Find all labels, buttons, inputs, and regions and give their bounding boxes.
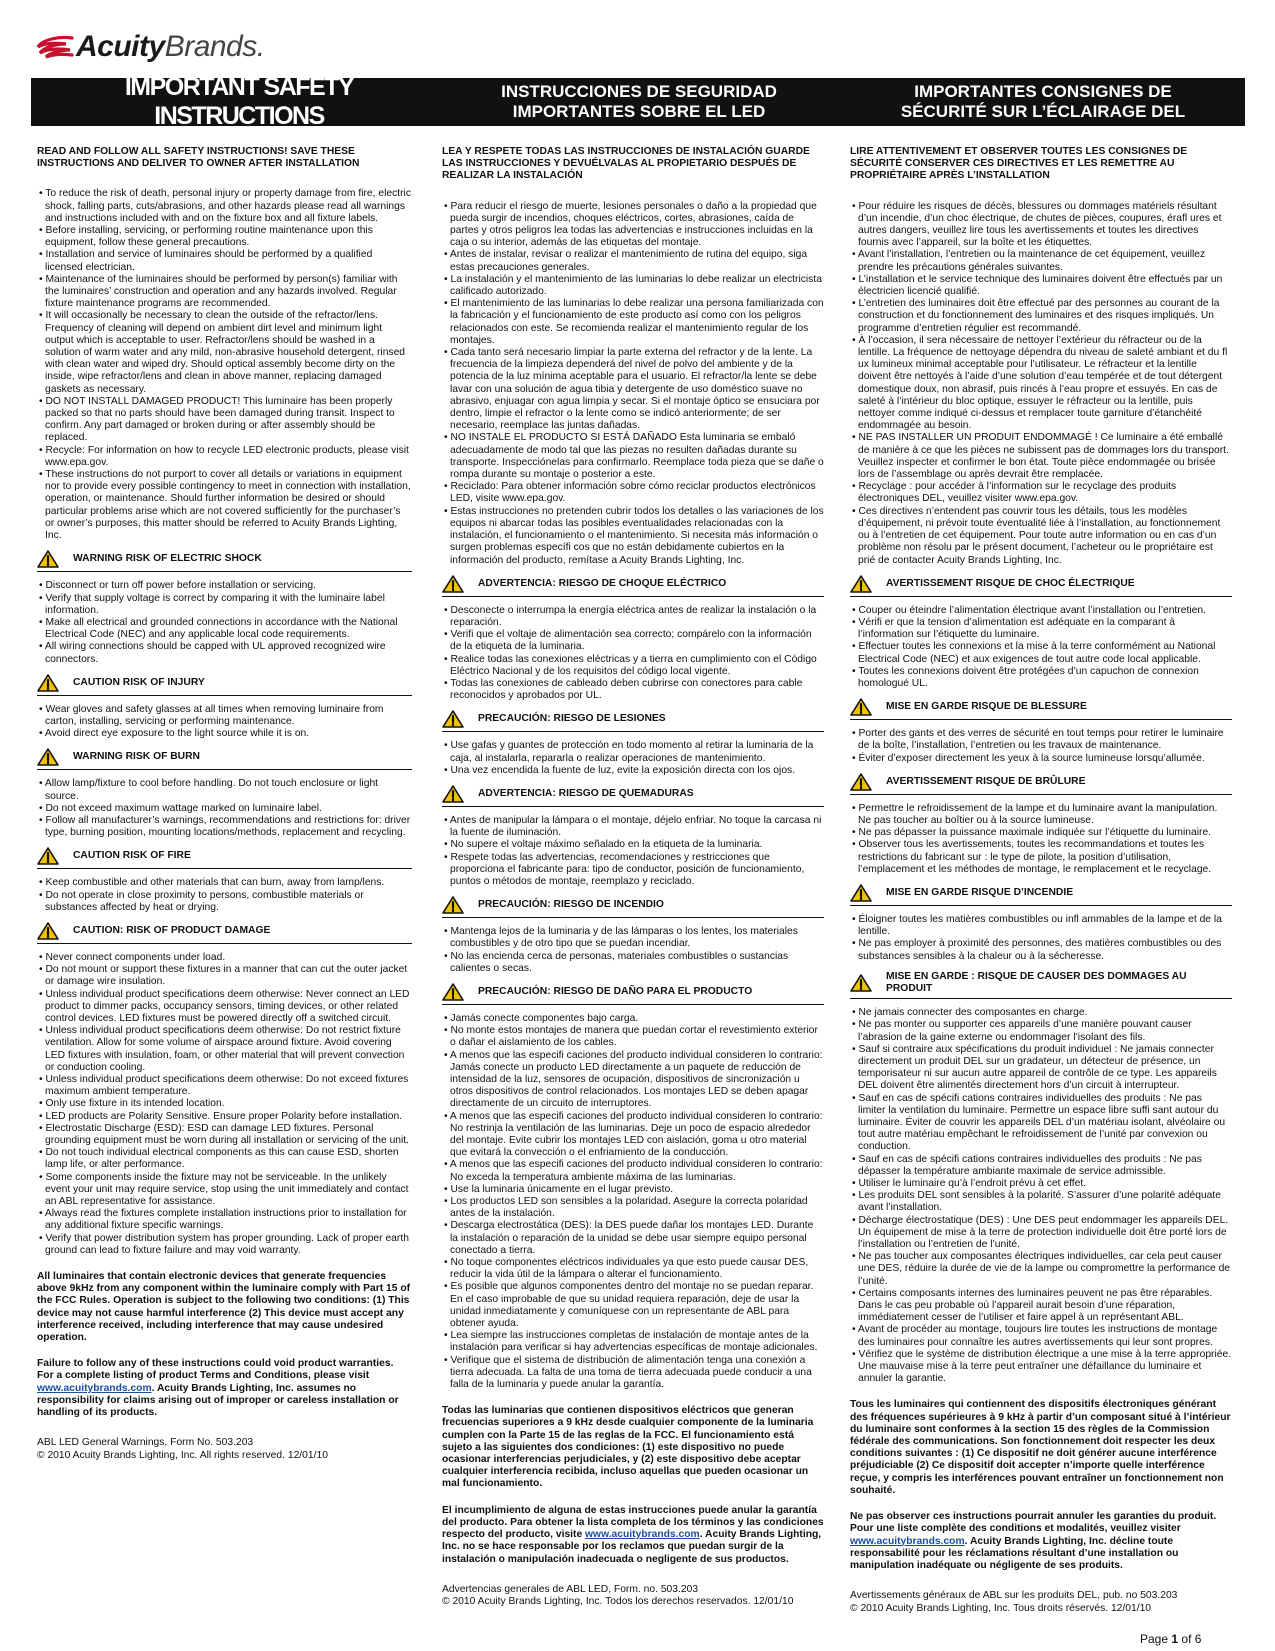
title-french: IMPORTANTES CONSIGNES DE SÉCURITÉ SUR L’ÉCLAIRAGE DEL <box>900 82 1186 121</box>
bullet-list <box>850 803 1232 876</box>
warranty-text: . Acuity Brands Lighting, Inc. assumes no responsibility for claims arising out of improper or careless installation or handling of its products. <box>37 1382 399 1419</box>
bullet-list <box>37 188 412 542</box>
bullet-item: • Verifique que el sistema de distribución de alimentación tenga una conexión a tierra adecuada. La falta de una toma de tierra adecuada puede conducir a una falla de la luminaria y puede anular la garantía. <box>442 1355 824 1392</box>
fcc-statement: Todas las luminarias que contienen dispositivos eléctricos que generan frecuencias superiores a 9 kHz desde cualquier componente de la luminaria cumplen con la Parte 15 de las reglas de la FCC. El funcionamiento está sujeto a las siguientes dos condiciones: (1) este dispositivo no puede ocasionar interferencias perjudiciales, y (2) este dispositivo debe aceptar cualquier interferencia recibida, incluso aquellas que pueden ocasionar un mal funcionamiento. <box>442 1405 814 1490</box>
bullet-list <box>850 201 1232 567</box>
warranty-text: . Acuity Brands Lighting, Inc. no se hace responsable por los reclamos que puedan surgir de la instalación o manipulación inadecuada o negligente de sus productos. <box>442 1529 822 1565</box>
warning-triangle-icon <box>850 575 872 593</box>
warning-label: MISE EN GARDE RISQUE D’INCENDIE <box>886 886 1074 898</box>
bullet-list <box>37 704 412 741</box>
bullet-item: • Do not exceed maximum wattage marked on luminaire label. <box>37 803 412 815</box>
bullet-list <box>37 952 412 1257</box>
bullet-item: • Sauf en cas de spécifi cations contraires individuelles des produits : Ne pas limiter la ventilation du luminaire. Permettre un espace libre suffi sant autour du luminaire. Éviter de couvrir les appareils DEL d’un matériau isolant, alvéolaire ou tout autre matériau empêchant le refroidissement de l’unité par convexion ou conduction. <box>850 1093 1232 1154</box>
warning-triangle-icon <box>37 550 59 568</box>
column-spanish <box>442 146 824 1609</box>
bullet-item: • NO INSTALE EL PRODUCTO SI ESTÁ DAÑADO Esta luminaria se embaló adecuadamente de modo tal que las piezas no resulten dañadas durante su transporte. Inspecciónelas para confirmarlo. Reemplace toda pieza que se dañe o rompa durante su montaje o posterior a este. <box>442 432 824 481</box>
warning-heading <box>442 710 824 732</box>
bullet-item: • L’entretien des luminaires doit être effectué par des personnes au courant de la construction et du fonctionnement des luminaires et des risques impliqués. Un programme d’entretien régulier est recommandé. <box>850 298 1232 335</box>
warning-heading <box>37 922 412 944</box>
bullet-item: • No toque componentes eléctricos individuales ya que esto puede causar DES, reducir la vida útil de la lámpara o alterar el funcionamiento. <box>442 1257 824 1281</box>
warning-heading <box>442 896 824 918</box>
warranty-statement <box>37 1358 412 1419</box>
fcc-statement: All luminaires that contain electronic devices that generate frequencies above 9kHz from any component within the luminaire comply with Part 15 of the FCC Rules. Operation is subject to the following two conditions: (1) This device may not cause harmful interference (2) This device must accept any interference received, including interference that may cause undesired operation. <box>37 1271 411 1344</box>
warning-heading <box>37 748 412 770</box>
bullet-item: • Antes de manipular la lámpara o el montaje, déjelo enfriar. No toque la carcasa ni la fuente de iluminación. <box>442 815 824 839</box>
bullet-item: • Always read the fixtures complete installation instructions prior to installation for any additional fixture specific warnings. <box>37 1208 412 1232</box>
bullet-item: • Verify that power distribution system has proper grounding. Lack of proper earth ground can lead to fixture failure and may void warranty. <box>37 1233 412 1257</box>
bullet-item: • Mantenga lejos de la luminaria y de las lámparas o los lentes, los materiales combustibles y de otro tipo que se puedan incendiar. <box>442 926 824 950</box>
bullet-list <box>850 605 1232 690</box>
bullet-item: • A menos que las especifi caciones del producto individual consideren lo contrario: No restrinja la ventilación de las luminarias. Deje un poco de espacio alrededor del montaje. Evite cubrir los montajes LED con aislación, goma u otro material que evitará la convección o el enfriamiento de la conducción. <box>442 1111 824 1160</box>
bullet-item: • Observer tous les avertissements, toutes les recommandations et toutes les restrictions du fabricant sur : le type de pilote, la position d’utilisation, l’emplacement et les méthodes de montage, le remplacement et le recyclage. <box>850 839 1232 876</box>
warning-heading <box>850 698 1232 720</box>
warning-label: CAUTION RISK OF FIRE <box>73 850 191 862</box>
warning-triangle-icon <box>37 674 59 692</box>
bullet-item: • Never connect components under load. <box>37 952 412 964</box>
warning-triangle-icon <box>442 785 464 803</box>
bullet-item: • El mantenimiento de las luminarias lo debe realizar una persona familiarizada con la fabricación y el funcionamiento de este producto así como con los peligros relacionados con este. Se recomienda realizar el mantenimiento regular de los montajes. <box>442 298 824 347</box>
bullet-item: • Allow lamp/fixture to cool before handling. Do not touch enclosure or light source. <box>37 778 412 802</box>
bullet-item: • Para reducir el riesgo de muerte, lesiones personales o daño a la propiedad que pueda surgir de incendios, choques eléctricos, cortes, abrasiones, caída de partes y otros peligros lea todas las advertencias e instrucciones incluidas en la caja o su interior, además de las etiquetas del montaje. <box>442 201 824 250</box>
bullet-item: • A menos que las especifi caciones del producto individual consideren lo contrario: Jamás conecte un producto LED directamente a un paquete de reducción de intensidad de la luz, sensores de ocupación, dispositivos de sincronización u otros dispositivos de control relacionados. Los montajes LED se deben apagar directamente de un circuito de interruptores. <box>442 1050 824 1111</box>
footer-copyright: © 2010 Acuity Brands Lighting, Inc. Tous droits réservés. 12/01/10 <box>850 1602 1152 1614</box>
intro-heading: LIRE ATTENTIVEMENT ET OBSERVER TOUTES LES CONSIGNES DE SÉCURITÉ CONSERVER CES DIRECTIVES ET LES REMETTRE AU PROPRIÉTAIRE APRÈS L’INSTALLATION <box>850 146 1188 182</box>
bullet-item: • Make all electrical and grounded connections in accordance with the National Electrical Code (NEC) and any applicable local code requirements. <box>37 617 412 641</box>
warning-label: CAUTION: RISK OF PRODUCT DAMAGE <box>73 924 271 936</box>
bullet-item: • Respete todas las advertencias, recomendaciones y restricciones que proporciona el fabricante para: tipo de conductor, posición de funcionamiento, puntos o métodos de montaje, reemplazo y reciclado. <box>442 852 824 889</box>
warning-label: ADVERTENCIA: RIESGO DE QUEMADURAS <box>478 787 694 799</box>
bullet-item: • Los productos LED son sensibles a la polaridad. Asegure la correcta polaridad antes de la instalación. <box>442 1196 824 1220</box>
warning-label: PRECAUCIÓN: RIESGO DE LESIONES <box>478 713 666 725</box>
bullet-item: • Ne pas dépasser la puissance maximale indiquée sur l’étiquette du luminaire. <box>850 827 1232 839</box>
acuity-brands-logo <box>36 30 265 64</box>
title-spanish: INSTRUCCIONES DE SEGURIDAD IMPORTANTES SOBRE EL LED <box>501 82 777 121</box>
warning-triangle-icon <box>37 922 59 940</box>
bullet-item: • Do not touch individual electrical components as this can cause ESD, shorten lamp life, or alter performance. <box>37 1147 412 1171</box>
bullet-item: • Antes de instalar, revisar o realizar el mantenimiento de rutina del equipo, siga estas precauciones generales. <box>442 249 824 273</box>
footer-form: ABL LED General Warnings, Form No. 503.203 <box>37 1437 254 1449</box>
warning-heading <box>850 884 1232 906</box>
bullet-item: • Before installing, servicing, or performing routine maintenance upon this equipment, follow these general precautions. <box>37 225 412 249</box>
page-number: Page 1 of 6 <box>1140 1632 1202 1646</box>
warning-triangle-icon <box>850 884 872 902</box>
footer-copyright: © 2010 Acuity Brands Lighting, Inc. All rights reserved. 12/01/10 <box>37 1449 328 1461</box>
bullet-item: • Certains composants internes des luminaires peuvent ne pas être réparables. Dans le cas peu probable où l’appareil aurait besoin d’une réparation, immédiatement cesser de l’utiliser et faire appel à un représentant ABL. <box>850 1288 1232 1325</box>
bullet-item: • Décharge électrostatique (DES) : Une DES peut endommager les appareils DEL. Un équipement de mise à la terre de protection individuelle doit être porté lors de l’installation ou l’entretien de l’unité. <box>850 1215 1232 1252</box>
acuity-website-link[interactable]: www.acuitybrands.com <box>850 1535 965 1547</box>
bullet-item: • Verifi que el voltaje de alimentación sea correcto; compárelo con la información de la etiqueta de la luminaria. <box>442 629 824 653</box>
warning-heading <box>442 983 824 1005</box>
bullet-list <box>37 580 412 665</box>
bullet-item: • Pour réduire les risques de décès, blessures ou dommages matériels résultant d’un incendie, d’un choc électrique, de chutes de pièces, coupures, érafl ures et autres dangers, veuillez lire tous les avertissements et toutes les directives fournis avec l’appareil, sur la boîte et les étiquettes. <box>850 201 1232 250</box>
warranty-text: El incumplimiento de alguna de estas instrucciones puede anular la garantía del producto. Para obtener la lista completa de los términos y las condiciones respecto del producto, visite <box>442 1504 824 1541</box>
bullet-item: • Éviter d’exposer directement les yeux à la source lumineuse lorsqu’allumée. <box>850 753 1232 765</box>
bullet-item: • Ne jamais connecter des composantes en charge. <box>850 1007 1232 1019</box>
warning-triangle-icon <box>442 710 464 728</box>
bullet-item: • DO NOT INSTALL DAMAGED PRODUCT! This luminaire has been properly packed so that no parts should have been damaged during transit. Inspect to confirm. Any part damaged or broken during or after assembly should be replaced. <box>37 396 412 445</box>
bullet-item: • Avant de procéder au montage, toujours lire toutes les instructions de montage des luminaires pour connaître les autres avertissements qui leur sont propres. <box>850 1324 1232 1348</box>
intro-heading: READ AND FOLLOW ALL SAFETY INSTRUCTIONS! SAVE THESE INSTRUCTIONS AND DELIVER TO OWNER AFTER INSTALLATION <box>37 146 360 170</box>
warning-triangle-icon <box>850 974 872 992</box>
warning-triangle-icon <box>37 748 59 766</box>
bullet-list <box>442 926 824 975</box>
bullet-item: • Ne pas employer à proximité des personnes, des matières combustibles ou des substances sensibles à la chaleur ou à la sécheresse. <box>850 938 1232 962</box>
warning-label: WARNING RISK OF ELECTRIC SHOCK <box>73 553 262 565</box>
bullet-item: • Porter des gants et des verres de sécurité en tout temps pour retirer le luminaire de la boîte, l’installation, l’entretien ou les travaux de maintenance. <box>850 728 1232 752</box>
bullet-item: • Desconecte o interrumpa la energía eléctrica antes de realizar la instalación o la reparación. <box>442 605 824 629</box>
bullet-item: • No supere el voltaje máximo señalado en la etiqueta de la luminaria. <box>442 839 824 851</box>
warning-label: WARNING RISK OF BURN <box>73 751 200 763</box>
bullet-item: • Wear gloves and safety glasses at all times when removing luminaire from carton, installing, servicing or performing maintenance. <box>37 704 412 728</box>
warning-triangle-icon <box>850 698 872 716</box>
bullet-item: • Use gafas y guantes de protección en todo momento al retirar la luminaria de la caja, al instalarla, repararla o realizar operaciones de mantenimiento. <box>442 740 824 764</box>
bullet-item: • Realice todas las conexiones eléctricas y a tierra en cumplimiento con el Código Eléctrico Nacional y de los requisitos del código local vigente. <box>442 654 824 678</box>
warning-triangle-icon <box>442 575 464 593</box>
bullet-item: • Recyclage : pour accéder à l’information sur le recyclage des produits électroniques DEL, veuillez visiter www.epa.gov. <box>850 481 1232 505</box>
bullet-item: • No las encienda cerca de personas, materiales combustibles o sustancias calientes o secas. <box>442 951 824 975</box>
bullet-item: • To reduce the risk of death, personal injury or property damage from fire, electric shock, falling parts, cuts/abrasions, and other hazards please read all warnings and instructions included with and on the fixture box and all fixture labels. <box>37 188 412 225</box>
bullet-item: • Installation and service of luminaires should be performed by a qualified licensed electrician. <box>37 249 412 273</box>
warning-label: AVERTISSEMENT RISQUE DE BRÛLURE <box>886 775 1086 787</box>
warning-label: AVERTISSEMENT RISQUE DE CHOC ÉLECTRIQUE <box>886 577 1135 589</box>
bullet-item: • Vérifi er que la tension d’alimentation est adéquate en la comparant à l’information sur l’étiquette du luminaire. <box>850 617 1232 641</box>
bullet-item: • Cada tanto será necesario limpiar la parte externa del refractor y de la lente. La frecuencia de la limpieza dependerá del nivel de polvo del ambiente y de la potencia de la luz mínima aceptable para el usuario. El refractor/la lente se debe lavar con una solución de agua tibia y detergente de uso doméstico suave no abrasivo, enjuagar con agua limpia y secar. Si el montaje óptico se ensuciara por dentro, limpie el refractor o la lente como se indicó anteriormente; de ser necesario, reemplace las juntas dañadas. <box>442 347 824 432</box>
bullet-item: • Unless individual product specifications deem otherwise: Do not restrict fixture ventilation. Allow for some volume of airspace around fixture. Avoid covering LED fixtures with insulation, foam, or other material that will prevent convection or conduction cooling. <box>37 1025 412 1074</box>
footer-form: Avertissements généraux de ABL sur les produits DEL, pub. no 503.203 <box>850 1590 1178 1602</box>
bullet-item: • Couper ou éteindre l’alimentation électrique avant l’installation ou l’entretien. <box>850 605 1232 617</box>
bullet-list <box>442 201 824 567</box>
intro-heading: LEA Y RESPETE TODAS LAS INSTRUCCIONES DE INSTALACIÓN GUARDE LAS INSTRUCCIONES Y DEVUÉLVALAS AL PROPIETARIO DESPUÉS DE REALIZAR LA INSTALACIÓN <box>442 146 810 182</box>
bullet-item: • Disconnect or turn off power before installation or servicing. <box>37 580 412 592</box>
bullet-list <box>442 815 824 888</box>
warning-heading <box>37 550 412 572</box>
title-english: IMPORTANT SAFETY INSTRUCTIONS <box>124 73 354 130</box>
warning-label: CAUTION RISK OF INJURY <box>73 676 205 688</box>
bullet-item: • Maintenance of the luminaires should be performed by person(s) familiar with the luminaires’ construction and operation and any hazards involved. Regular fixture maintenance programs are recommended. <box>37 274 412 311</box>
warning-label: PRECAUCIÓN: RIESGO DE INCENDIO <box>478 899 664 911</box>
bullet-item: • Utiliser le luminaire qu’à l’endroit prévu à cet effet. <box>850 1178 1232 1190</box>
footer-info <box>442 1584 824 1609</box>
bullet-item: • Avant l’installation, l’entretien ou la maintenance de cet équipement, veuillez prendre les précautions générales suivantes. <box>850 249 1232 273</box>
bullet-item: • No monte estos montajes de manera que puedan cortar el revestimiento exterior o dañar el aislamiento de los cables. <box>442 1025 824 1049</box>
footer-info <box>850 1590 1232 1615</box>
bullet-item: • Éloigner toutes les matières combustibles ou infl ammables de la lampe et de la lentille. <box>850 914 1232 938</box>
bullet-item: • Todas las conexiones de cableado deben cubrirse con conectores para cable reconocidos y aprobados por UL. <box>442 678 824 702</box>
bullet-item: • Permettre le refroidissement de la lampe et du luminaire avant la manipulation. Ne pas toucher au boîtier ou à la source lumineuse. <box>850 803 1232 827</box>
bullet-item: • All wiring connections should be capped with UL approved recognized wire connectors. <box>37 641 412 665</box>
bullet-item: • Jamás conecte componentes bajo carga. <box>442 1013 824 1025</box>
column-french <box>850 146 1232 1615</box>
acuity-website-link[interactable]: www.acuitybrands.com <box>37 1382 152 1394</box>
warning-heading <box>37 674 412 696</box>
warning-label: MISE EN GARDE RISQUE DE BLESSURE <box>886 701 1087 713</box>
warning-triangle-icon <box>37 847 59 865</box>
logo-wordmark: AcuityBrands. <box>76 30 265 63</box>
bullet-item: • La instalación y el mantenimiento de las luminarias lo debe realizar un electricista calificado autorizado. <box>442 274 824 298</box>
warranty-text: Ne pas observer ces instructions pourrait annuler les garanties du produit. Pour une liste complète des conditions et modalités, veuillez visiter <box>850 1511 1217 1535</box>
bullet-item: • Unless individual product specifications deem otherwise: Do not exceed fixtures maximum ambient temperature. <box>37 1074 412 1098</box>
warning-label: ADVERTENCIA: RIESGO DE CHOQUE ELÉCTRICO <box>478 577 727 589</box>
warranty-text: . Acuity Brands Lighting, Inc. décline toute responsabilité pour les réclamations résultant d’une installation ou manipulation inadéquate ou négligente de ses produits. <box>850 1535 1179 1571</box>
warning-heading <box>850 773 1232 795</box>
bullet-item: • Ne pas monter ou supporter ces appareils d’une manière pouvant causer l’abrasion de la gaine externe ou endommager l’isolant des fils. <box>850 1019 1232 1043</box>
warranty-statement <box>850 1511 1232 1572</box>
warning-label: PRECAUCIÓN: RIESGO DE DAÑO PARA EL PRODUCTO <box>478 985 753 997</box>
bullet-item: • Les produits DEL sont sensibles à la polarité. S’assurer d’une polarité adéquate avant l’installation. <box>850 1190 1232 1214</box>
bullet-item: • Estas instrucciones no pretenden cubrir todos los detalles o las variaciones de los equipos ni abarcar todas las posibles eventualidades relacionadas con la instalación, el funcionamiento o el mantenimiento. Si necesita más información o surgen problemas específi cos que no están debidamente cubiertos en la información del producto, remítase a Acuity Brands Lighting, Inc. <box>442 506 824 567</box>
warning-heading <box>442 785 824 807</box>
warranty-text: Failure to follow any of these instructions could void product warranties. For a complete listing of product Terms and Conditions, please visit <box>37 1358 394 1382</box>
bullet-item: • L’installation et le service technique des luminaires doivent être effectués par un électricien licencié qualifié. <box>850 274 1232 298</box>
bullet-list <box>37 778 412 839</box>
swoosh-logo-icon <box>36 35 74 59</box>
bullet-item: • Una vez encendida la fuente de luz, evite la exposición directa con los ojos. <box>442 765 824 777</box>
bullet-item: • LED products are Polarity Sensitive. Ensure proper Polarity before installation. <box>37 1111 412 1123</box>
bullet-item: • Es posible que algunos componentes dentro del montaje no se puedan reparar. En el caso improbable de que su unidad requiera reparación, deje de usar la unidad inmediatamente y comuníquese con un representante de ABL para obtener ayuda. <box>442 1281 824 1330</box>
bullet-item: • Effectuer toutes les connexions et la mise à la terre conformément au National Electrical Code (NEC) et aux exigences de tout autre code local applicable. <box>850 641 1232 665</box>
warranty-statement <box>442 1505 824 1566</box>
bullet-item: • Use la luminaria únicamente en el lugar previsto. <box>442 1184 824 1196</box>
bullet-list <box>850 914 1232 963</box>
bullet-item: • À l’occasion, il sera nécessaire de nettoyer l’extérieur du réfracteur ou de la lentille. La fréquence de nettoyage dépendra du niveau de saleté ambiant et du fl ux lumineux minimal acceptable pour l’utilisateur. Le réfracteur et la lentille doivent être nettoyés à l’aide d’une solution d’eau tempérée et de tout détergent domestique doux, non abrasif, puis rincés à l’eau propre et essuyés. En cas de saleté à l’intérieur du bloc optique, essuyer le réfracteur ou la lentille, puis nettoyer comme indiqué ci-dessus et remplacer toute garniture d’étanchéité endommagée au besoin. <box>850 335 1232 433</box>
bullet-item: • NE PAS INSTALLER UN PRODUIT ENDOMMAGÉ ! Ce luminaire a été emballé de manière à ce que les pièces ne subissent pas de dommages lors du transport. Veuillez inspecter et confirmer le bon état. Toute pièce endommagée ou brisée lors de l’assemblage ou après devrait être remplacée. <box>850 432 1232 481</box>
bullet-item: • These instructions do not purport to cover all details or variations in equipment nor to provide every possible contingency to meet in connection with installation, operation, or maintenance. Should further information be desired or should particular problems arise which are not covered sufficiently for the purchaser’s or owner’s purposes, this matter should be referred to Acuity Brands Lighting, Inc. <box>37 469 412 542</box>
bullet-list <box>442 605 824 703</box>
bullet-item: • Electrostatic Discharge (ESD): ESD can damage LED fixtures. Personal grounding equipment must be worn during all installation or servicing of the unit. <box>37 1123 412 1147</box>
bullet-item: • Unless individual product specifications deem otherwise: Never connect an LED product to dimmer packs, occupancy sensors, timing devices, or other related control devices. LED fixtures must be powered directly off a switched circuit. <box>37 989 412 1026</box>
bullet-item: • Sauf si contraire aux spécifications du produit individuel : Ne jamais connecter directement un produit DEL sur un gradateur, un détecteur de présence, un temporisateur ni sur aucun autre appareil de contrôle de ce type. Les appareils DEL doivent être alimentés directement hors d’un circuit à interrupteur. <box>850 1044 1232 1093</box>
bullet-item: • Some components inside the fixture may not be serviceable. In the unlikely event your unit may require service, stop using the unit immediately and contact an ABL representative for assistance. <box>37 1172 412 1209</box>
acuity-website-link[interactable]: www.acuitybrands.com <box>585 1529 700 1541</box>
warning-triangle-icon <box>442 983 464 1001</box>
bullet-item: • Descarga electrostática (DES): la DES puede dañar los montajes LED. Durante la instalación o reparación de la unidad se debe usar siempre equipo personal conectado a tierra. <box>442 1220 824 1257</box>
bullet-list <box>37 877 412 914</box>
warning-heading <box>37 847 412 869</box>
bullet-item: • Only use fixture in its intended location. <box>37 1098 412 1110</box>
bullet-list <box>850 1007 1232 1385</box>
bullet-item: • Toutes les connexions doivent être protégées d’un capuchon de connexion homologué UL. <box>850 666 1232 690</box>
footer-copyright: © 2010 Acuity Brands Lighting, Inc. Todos los derechos reservados. 12/01/10 <box>442 1596 794 1608</box>
warning-heading <box>442 575 824 597</box>
footer-info <box>37 1437 412 1462</box>
bullet-item: • Sauf en cas de spécifi cations contraires individuelles des produits : Ne pas dépasser la température ambiante maximale de service admissible. <box>850 1154 1232 1178</box>
bullet-list <box>442 1013 824 1391</box>
bullet-item: • Recycle: For information on how to recycle LED electronic products, please visit www.epa.gov. <box>37 445 412 469</box>
bullet-item: • Ne pas toucher aux composantes électriques individuelles, car cela peut causer une DES, réduire la durée de vie de la lampe ou compromettre la performance de l’unité. <box>850 1251 1232 1288</box>
bullet-list <box>850 728 1232 765</box>
bullet-item: • Avoid direct eye exposure to the light source while it is on. <box>37 728 412 740</box>
footer-form: Advertencias generales de ABL LED, Form. no. 503.203 <box>442 1583 699 1595</box>
warning-heading <box>850 971 1232 999</box>
bullet-item: • A menos que las especifi caciones del producto individual consideren lo contrario: No exceda la temperatura ambiente máxima de las luminarias. <box>442 1159 824 1183</box>
bullet-item: • Follow all manufacturer’s warnings, recommendations and restrictions for: driver type, burning position, mounting locations/methods, replacement and recycling. <box>37 815 412 839</box>
column-english <box>37 146 412 1462</box>
bullet-item: • Do not operate in close proximity to persons, combustible materials or substances affected by heat or drying. <box>37 890 412 914</box>
warning-triangle-icon <box>442 896 464 914</box>
bullet-item: • Ces directives n’entendent pas couvrir tous les détails, tous les modèles d’équipement, ni prévoir toute éventualité liée à l’installation, au fonctionnement ou à l’entretien de cet équipement. Pour toute autre information ou en cas d’un problème non résolu par le présent document, l’acheteur ou le propriétaire est prié de contacter Acuity Brands Lighting, Inc. <box>850 506 1232 567</box>
title-band <box>31 73 1245 130</box>
bullet-item: • Reciclado: Para obtener información sobre cómo reciclar productos electrónicos LED, visite www.epa.gov. <box>442 481 824 505</box>
warning-heading <box>850 575 1232 597</box>
warning-label: MISE EN GARDE : RISQUE DE CAUSER DES DOMMAGES AU PRODUIT <box>886 970 1187 994</box>
warning-triangle-icon <box>850 773 872 791</box>
bullet-item: • Verify that supply voltage is correct by comparing it with the luminaire label information. <box>37 593 412 617</box>
bullet-item: • Lea siempre las instrucciones completas de instalación de montaje antes de la instalación para verificar si hay advertencias específicas de montaje adicionales. <box>442 1330 824 1354</box>
bullet-item: • Do not mount or support these fixtures in a manner that can cut the outer jacket or damage wire insulation. <box>37 964 412 988</box>
bullet-list <box>442 740 824 777</box>
bullet-item: • Keep combustible and other materials that can burn, away from lamp/lens. <box>37 877 412 889</box>
fcc-statement: Tous les luminaires qui contiennent des dispositifs électroniques générant des fréquences supérieures à 9 kHz à partir d’un composant situé à l’intérieur du luminaire sont conformes à la section 15 des règles de la Commission fédérale des communications. Son fonctionnement doit respecter les deux conditions suivantes : (1) Ce dispositif ne doit générer aucune interférence préjudiciable (2) Ce dispositif doit accepter n’importe quelle interférence reçue, y compris les interférences pouvant entraîner un fonctionnement non souhaité. <box>850 1399 1231 1496</box>
bullet-item: • It will occasionally be necessary to clean the outside of the refractor/lens. Frequency of cleaning will depend on ambient dirt level and minimum light output which is acceptable to user. Refractor/lens should be washed in a solution of warm water and any mild, non-abrasive household detergent, rinsed with clean water and wiped dry. Should optical assembly become dirty on the inside, wipe refractor/lens and clean in above manner, replacing damaged gaskets as necessary. <box>37 310 412 395</box>
bullet-item: • Vérifiez que le système de distribution électrique a une mise à la terre appropriée. Une mauvaise mise à la terre peut entraîner une défaillance du luminaire et annuler la garantie. <box>850 1349 1232 1386</box>
